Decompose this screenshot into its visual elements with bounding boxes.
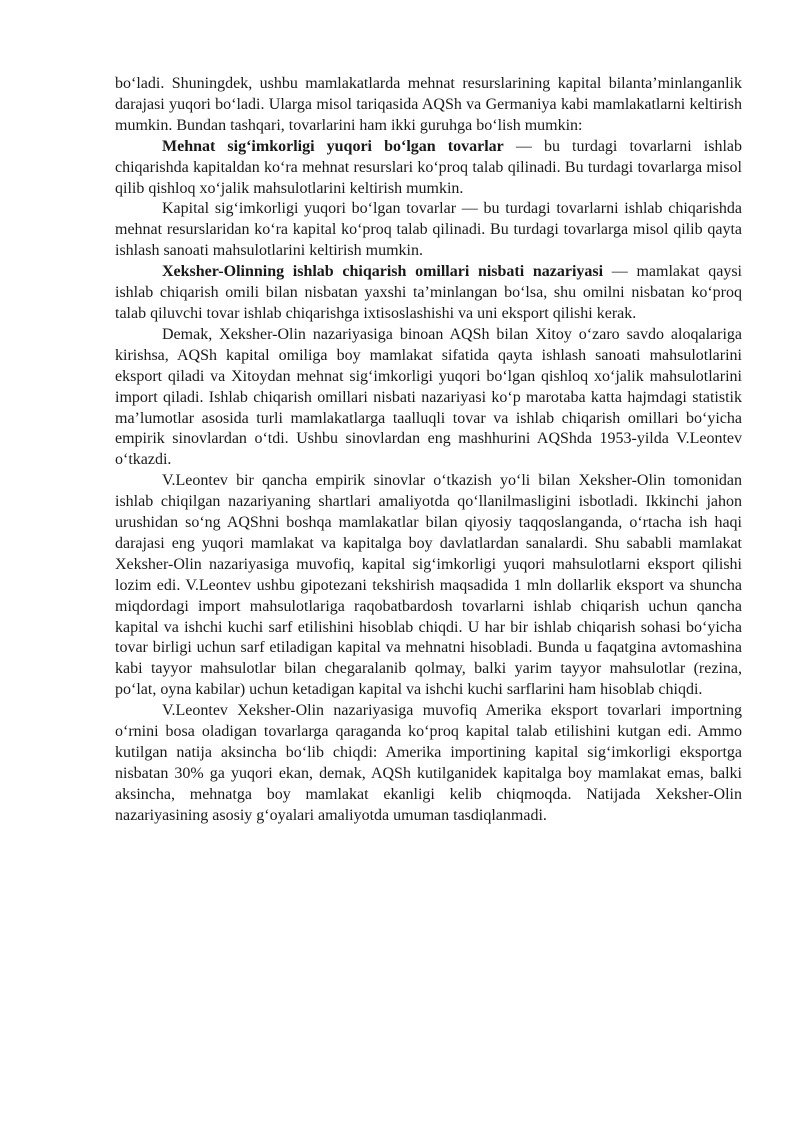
paragraph-5: Demak, Xeksher-Olin nazariyasiga binoan AQSh bilan Xitoy o‘zaro savdo aloqalariga kirishsa, AQSh kapital omiliga boy mamlakat sifatida qayta ishlash sanoati mahsulotlarini eksport qiladi va Xitoydan mehnat sig‘imkorligi yuqori bo‘lgan qishloq xo‘jalik mahsulotlarini import qiladi. Ishlab chiqarish omillari nisbati nazariyasi ko‘p marotaba katta hajmdagi statistik ma’lumotlar asosida turli mamlakatlarga taalluqli tovar va ishlab chiqarish omillari bo‘yicha empirik sinovlardan o‘tdi. Ushbu sinovlardan eng mashhurini AQShda 1953-yilda V.Leontev o‘tkazdi. <box>115 325 742 469</box>
term-heckscher-ohlin-theory: Xeksher-Olinning ishlab chiqarish omillari nisbati nazariyasi <box>162 263 604 281</box>
document-page <box>115 74 742 827</box>
paragraph-7: V.Leontev Xeksher-Olin nazariyasiga muvofiq Amerika eksport tovarlari importning o‘rnini bosa oladigan tovarlarga qaraganda ko‘proq kapital talab etilishini kutgan edi. Ammo kutilgan natija aksincha bo‘lib chiqdi: Amerika importining kapital sig‘imkorligi eksportga nisbatan 30% ga yuqori ekan, demak, AQSh kutilganidek kapitalga boy mamlakat emas, balki aksincha, mehnatga boy mamlakat ekanligi kelib chiqmoqda. Natijada Xeksher-Olin nazariyasining asosiy g‘oyalari amaliyotda umuman tasdiqlanmadi. <box>115 702 742 824</box>
paragraph-2 <box>115 137 742 200</box>
paragraph-4 <box>115 262 742 325</box>
paragraph-4-text: — mamlakat qaysi ishlab chiqarish omili bilan nisbatan yaxshi ta’minlangan bo‘lsa, shu omilni nisbatan ko‘proq talab qiluvchi tovar ishlab chiqarishga ixtisoslashishi va uni eksport qilishi kerak. <box>115 263 742 322</box>
paragraph-2-text: — bu turdagi tovarlarni ishlab chiqarishda kapitaldan ko‘ra mehnat resurslari ko‘proq talab qilinadi. Bu turdagi tovarlarga misol qilib qishloq xo‘jalik mahsulotlarini keltirish mumkin. <box>115 137 743 197</box>
paragraph-1: bo‘ladi. Shuningdek, ushbu mamlakatlarda mehnat resurslarining kapital bilanta’minlanganlik darajasi yuqori bo‘ladi. Ularga misol tariqasida AQSh va Germaniya kabi mamlakatlarni keltirish mumkin. Bundan tashqari, tovarlarini ham ikki guruhga bo‘lish mumkin: <box>115 75 742 134</box>
paragraph-6: V.Leontev bir qancha empirik sinovlar o‘tkazish yo‘li bilan Xeksher-Olin tomonidan ishlab chiqilgan nazariyaning shartlari amaliyotda qo‘llanilmasligini isbotladi. Ikkinchi jahon urushidan so‘ng AQShni boshqa mamlakatlar bilan qiyosiy taqqoslanganda, o‘rtacha ish haqi darajasi eng yuqori mamlakat va kapitalga boy davlatlardan sanalardi. Shu sababli mamlakat Xeksher-Olin nazariyasiga muvofiq, kapital sig‘imkorligi yuqori mahsulotlarni eksport qilishi lozim edi. V.Leontev ushbu gipotezani tekshirish maqsadida 1 mln dollarlik eksport va shuncha miqdordagi import mahsulotlariga raqobatbardosh tovarlarni ishlab chiqarish uchun qancha kapital va ishchi kuchi sarf etilishini hisoblab chiqdi. U har bir ishlab chiqarish sohasi bo‘yicha tovar birligi uchun sarf etiladigan kapital va mehnatni hisobladi. Bunda u faqatgina avtomashina kabi tayyor mahsulotlar bilan chegaralanib qolmay, balki yarim tayyor mahsulotlar (rezina, po‘lat, oyna kabilar) uchun ketadigan kapital va ishchi kuchi sarflarini ham hisoblab chiqdi. <box>115 472 742 699</box>
term-labor-intensive-goods: Mehnat sig‘imkorligi yuqori bo‘lgan tovarlar <box>162 137 504 155</box>
paragraph-3: Kapital sig‘imkorligi yuqori bo‘lgan tovarlar — bu turdagi tovarlarni ishlab chiqarishda mehnat resurslaridan ko‘ra kapital ko‘proq talab qilinadi. Bu turdagi tovarlarga misol qilib qayta ishlash sanoati mahsulotlarini keltirish mumkin. <box>115 200 742 260</box>
